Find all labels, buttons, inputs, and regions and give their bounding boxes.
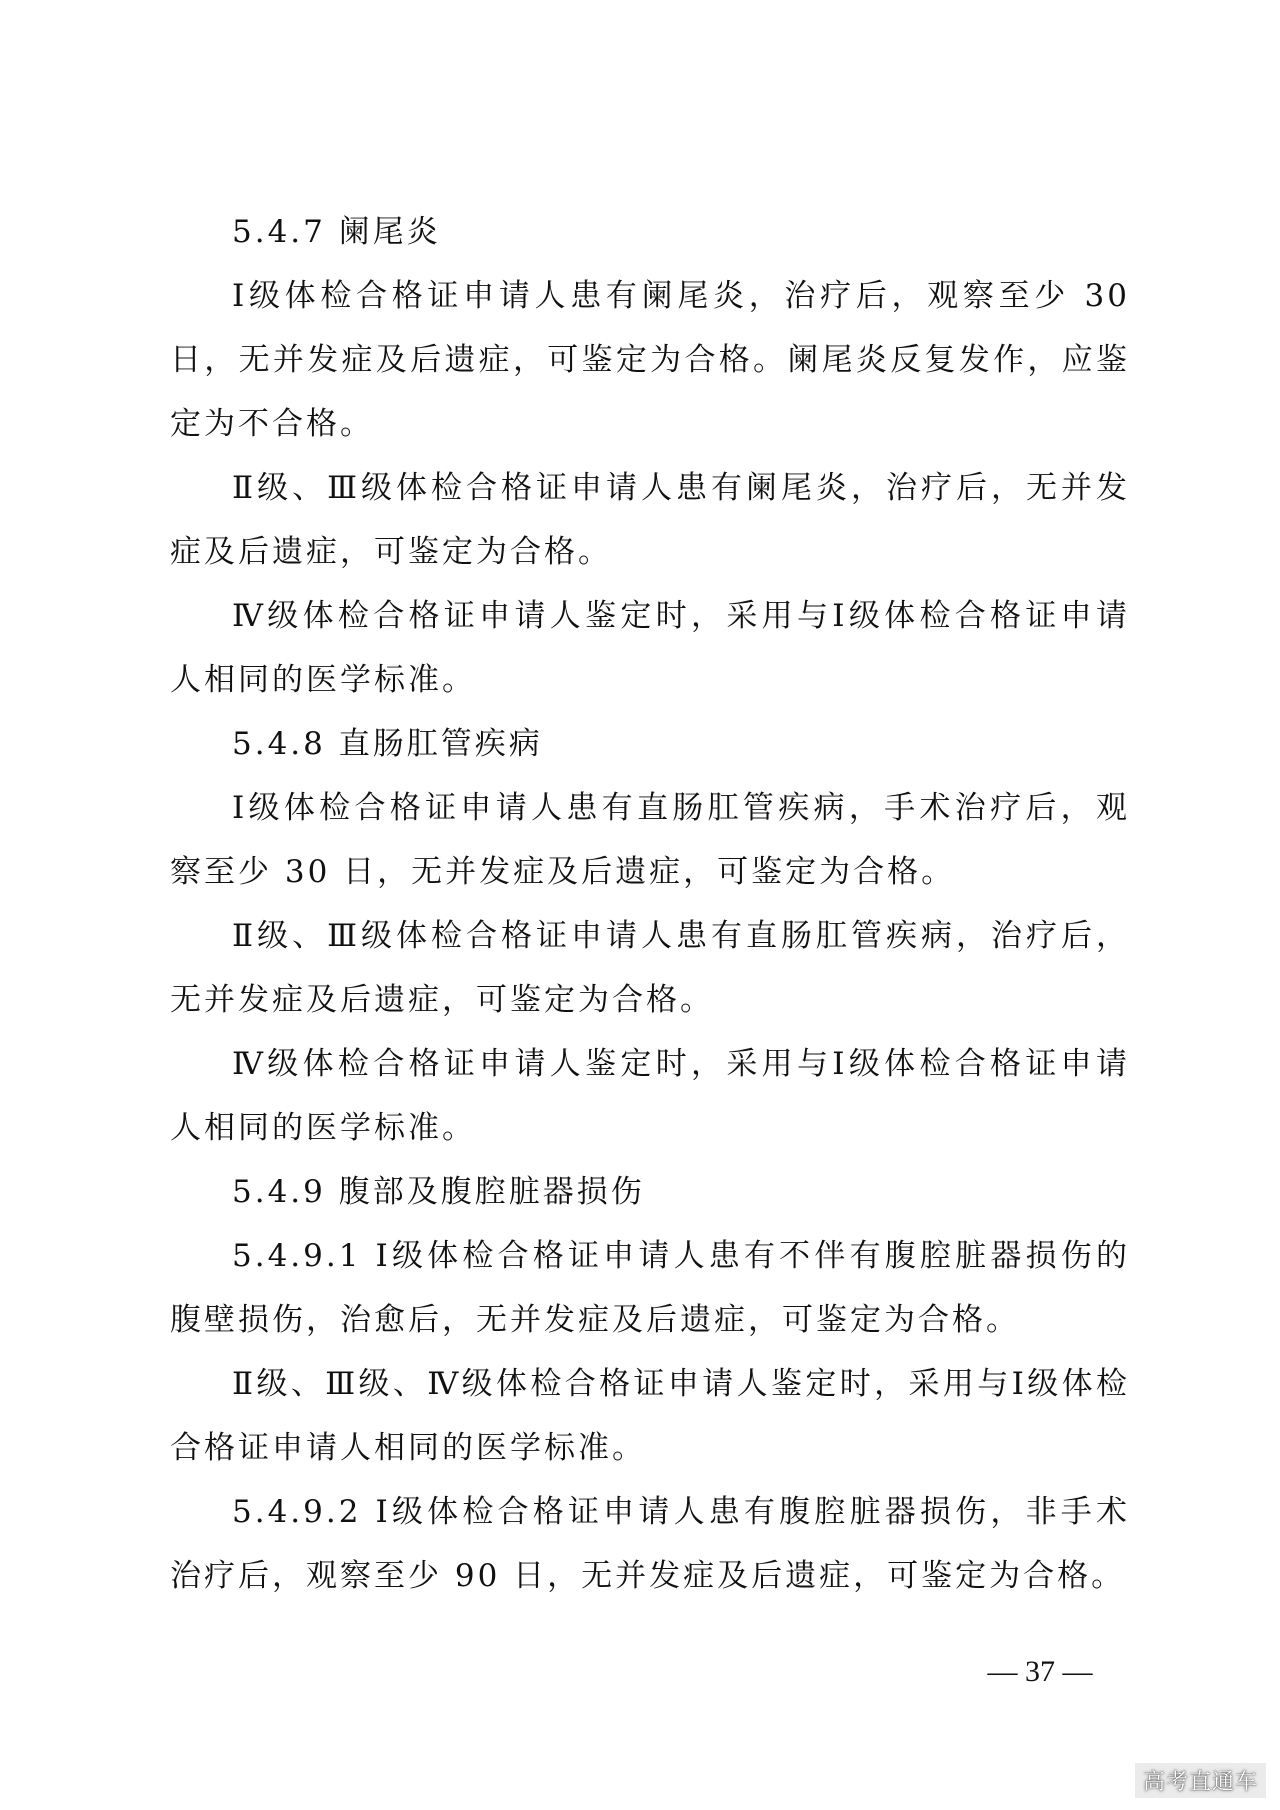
section-heading-5-4-9: 5.4.9 腹部及腹腔脏器损伤 [232,1174,645,1210]
paragraph: Ⅳ级体检合格证申请人鉴定时，采用与Ⅰ级体检合格证申请人相同的医学标准。 [170,598,1130,698]
paragraph: Ⅰ级体检合格证申请人患有直肠肛管疾病，手术治疗后，观察至少 30 日，无并发症及后遗症，可鉴定为合格。 [170,790,1130,890]
section-heading-5-4-7: 5.4.7 阑尾炎 [232,214,441,250]
paragraph: 5.4.9.1 Ⅰ级体检合格证申请人患有不伴有腹腔脏器损伤的腹壁损伤，治愈后，无并发症及后遗症，可鉴定为合格。 [170,1238,1130,1338]
paragraph: Ⅱ级、Ⅲ级体检合格证申请人患有阑尾炎，治疗后，无并发症及后遗症，可鉴定为合格。 [170,470,1130,570]
document-body [170,200,1130,1608]
watermark: 高考直通车 [1135,1763,1266,1798]
paragraph: Ⅱ级、Ⅲ级体检合格证申请人患有直肠肛管疾病，治疗后，无并发症及后遗症，可鉴定为合格。 [170,918,1130,1018]
page-number: — 37 — [987,1655,1093,1688]
section-heading-5-4-8: 5.4.8 直肠肛管疾病 [232,726,543,762]
paragraph: Ⅳ级体检合格证申请人鉴定时，采用与Ⅰ级体检合格证申请人相同的医学标准。 [170,1046,1130,1146]
paragraph: 5.4.9.2 Ⅰ级体检合格证申请人患有腹腔脏器损伤，非手术治疗后，观察至少 90 日，无并发症及后遗症，可鉴定为合格。 [170,1494,1130,1594]
paragraph: Ⅱ级、Ⅲ级、Ⅳ级体检合格证申请人鉴定时，采用与Ⅰ级体检合格证申请人相同的医学标准。 [170,1366,1130,1466]
paragraph: Ⅰ级体检合格证申请人患有阑尾炎，治疗后，观察至少 30 日，无并发症及后遗症，可鉴定为合格。阑尾炎反复发作，应鉴定为不合格。 [170,278,1130,442]
